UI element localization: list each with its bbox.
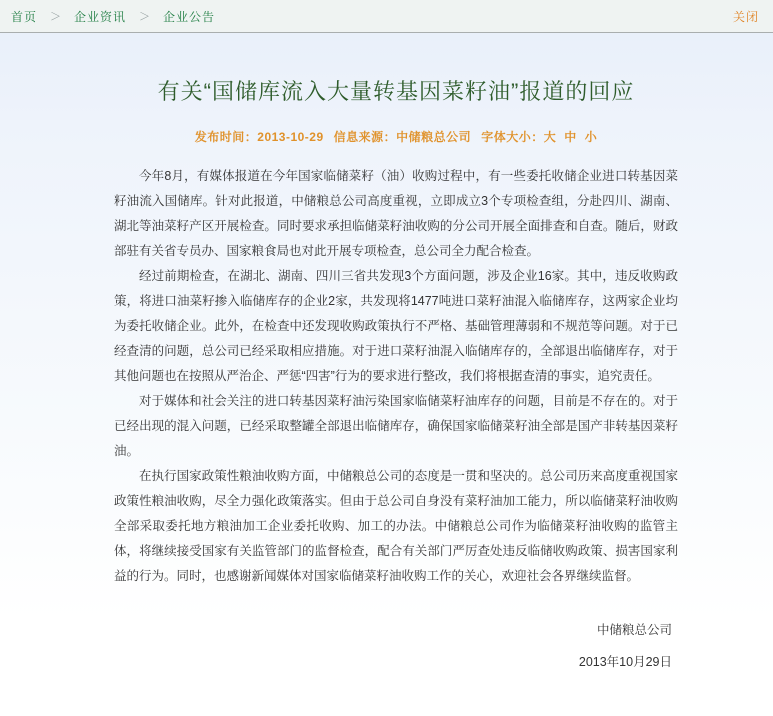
breadcrumb-separator-icon: ＞ — [139, 11, 151, 23]
breadcrumb-item-news[interactable]: 企业资讯 — [74, 9, 127, 24]
font-size-large-button[interactable]: 大 — [543, 130, 557, 144]
article-paragraph: 经过前期检查，在湖北、湖南、四川三省共发现3个方面问题，涉及企业16家。其中，违反收购政策，将进口油菜籽掺入临储库存的企业2家，共发现将1477吨进口菜籽油混入临储库存，这两家企业均为委托收储企业。此外，在检查中还发现收购政策执行不严格、基础管理薄弱和不规范等问题。对于已经查清的问题，总公司已经采取相应措施。对于进口菜籽油混入临储库存的，全部退出临储库存，对于其他问题也在按照从严治企、严惩“四害”行为的要求进行整改，我们将根据查清的事实，追究责任。 — [114, 269, 678, 383]
source-label: 信息来源： — [333, 130, 397, 144]
publish-time-label: 发布时间： — [194, 130, 258, 144]
article-meta — [114, 128, 678, 145]
breadcrumb-bar — [0, 0, 773, 33]
article-paragraph: 在执行国家政策性粮油收购方面，中储粮总公司的态度是一贯和坚决的。总公司历来高度重视国家政策性粮油收购，尽全力强化政策落实。但由于总公司自身没有菜籽油加工能力，所以临储菜籽油收购全部采取委托地方粮油加工企业委托收购、加工的办法。中储粮总公司作为临储菜籽油收购的监管主体，将继续接受国家有关监管部门的监督检查，配合有关部门严厉查处违反临储收购政策、损害国家利益的行为。同时，也感谢新闻媒体对国家临储菜籽油收购工作的关心，欢迎社会各界继续监督。 — [114, 469, 678, 583]
breadcrumb-separator-icon: ＞ — [50, 11, 62, 23]
article-body — [114, 164, 678, 589]
signature-date: 2013年10月29日 — [578, 655, 672, 669]
article-signature — [114, 614, 678, 678]
article-paragraph: 对于媒体和社会关注的进口转基因菜籽油污染国家临储菜籽油库存的问题，目前是不存在的。对于已经出现的混入问题，已经采取整罐全部退出临储库存，确保国家临储菜籽油全部是国产非转基因菜籽油。 — [114, 394, 678, 458]
article-paragraph: 今年8月，有媒体报道在今年国家临储菜籽（油）收购过程中，有一些委托收储企业进口转基因菜籽油流入国储库。针对此报道，中储粮总公司高度重视，立即成立3个专项检查组，分赴四川、湖南、湖北等油菜籽产区开展检查。同时要求承担临储菜籽油收购的分公司开展全面排查和自查。随后，财政部驻有关省专员办、国家粮食局也对此开展专项检查，总公司全力配合检查。 — [114, 169, 678, 258]
signature-author: 中储粮总公司 — [596, 623, 672, 637]
publish-time-value: 2013-10-29 — [257, 130, 324, 144]
close-button[interactable]: 关闭 — [732, 9, 759, 24]
font-size-label: 字体大小： — [481, 130, 544, 144]
source-value: 中储粮总公司 — [396, 130, 472, 144]
article — [114, 77, 678, 678]
breadcrumb — [11, 8, 215, 25]
page-title: 有关“国储库流入大量转基因菜籽油”报道的回应 — [157, 79, 635, 104]
font-size-medium-button[interactable]: 中 — [564, 130, 577, 144]
font-size-small-button[interactable]: 小 — [584, 130, 598, 144]
breadcrumb-item-announcements[interactable]: 企业公告 — [163, 9, 216, 24]
breadcrumb-item-home[interactable]: 首页 — [11, 9, 38, 24]
